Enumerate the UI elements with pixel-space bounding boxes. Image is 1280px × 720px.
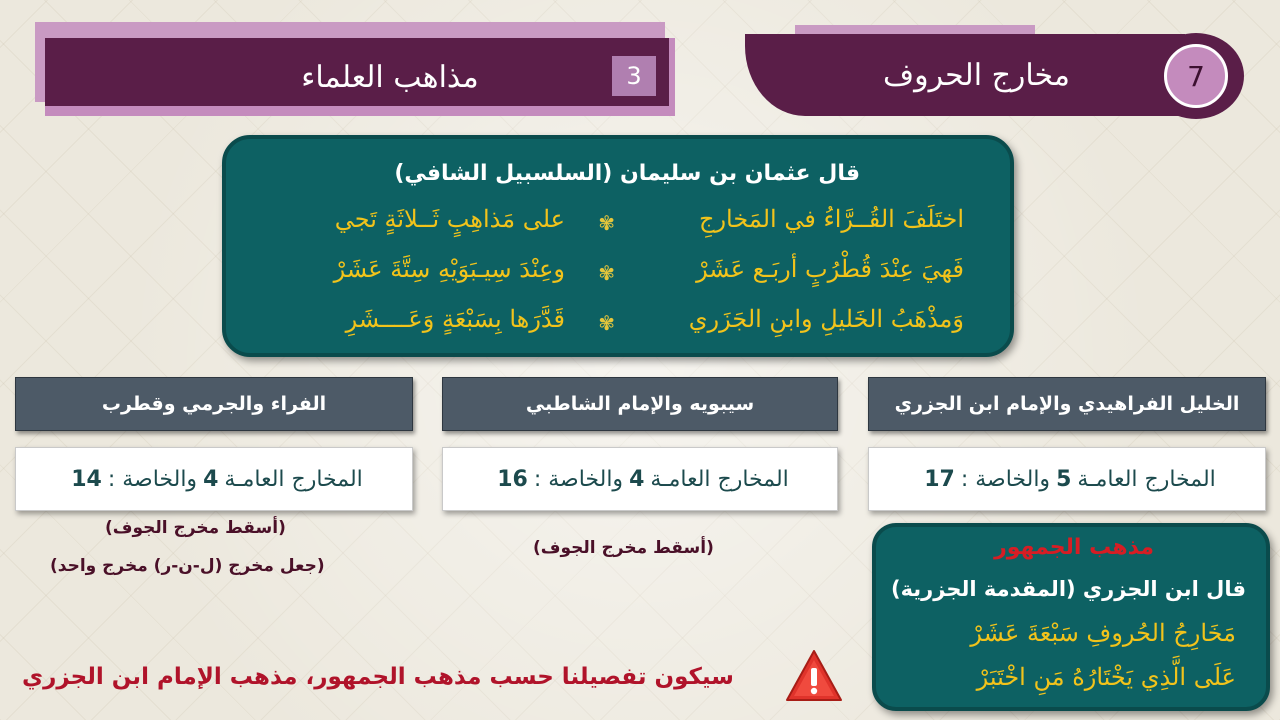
special-count: 14 [71,466,102,492]
note-sibawayh: (أسقط مخرج الجوف) [533,538,714,558]
ornament-icon: ✾ [598,211,615,235]
special-label: والخاصة : [533,466,624,492]
verse-1-right: اختَلَفَ القُــرَّاءُ في المَخارجِ [698,205,964,233]
section-number: 3 [612,56,656,96]
note-farra-1: (أسقط مخرج الجوف) [105,518,286,538]
column-header-khalil: الخليل الفراهيدي والإمام ابن الجزري [868,377,1266,431]
column-header-sibawayh: سيبويه والإمام الشاطبي [442,377,838,431]
lesson-number: 7 [1164,44,1228,108]
verse-1-left: على مَذاهِبٍ ثَــلاثَةٍ تَجي [334,205,565,233]
makharij-count-farra [15,447,413,511]
special-count: 16 [497,466,528,492]
special-label: والخاصة : [107,466,198,492]
special-count: 17 [924,466,955,492]
ornament-icon: ✾ [598,311,615,335]
jumhur-subtitle: قال ابن الجزري (المقدمة الجزرية) [890,577,1246,601]
makharij-label: المخارج العامـة [224,466,363,492]
column-header-farra: الفراء والجرمي وقطرب [15,377,413,431]
makharij-label: المخارج العامـة [650,466,789,492]
special-label: والخاصة : [960,466,1051,492]
footer-text: سيكون تفصيلنا حسب مذهب الجمهور، مذهب الإمام ابن الجزري [22,664,734,690]
poem-panel [222,135,1014,357]
lesson-number-badge [1148,33,1244,119]
verse-3-left: قَدَّرَها بِسَبْعَةٍ وَعَــــشَرِ [345,305,565,333]
verse-2-left: وعِنْدَ سِيـبَوَيْهِ سِتَّةَ عَشَرْ [333,255,565,283]
note-farra-2: (جعل مخرج (ل-ن-ر) مخرج واحد) [50,556,325,576]
jumhur-verse-2: عَلَى الَّذِي يَخْتَارُهُ مَنِ اخْتَبَرْ [976,663,1236,691]
makharij-count-sibawayh [442,447,838,511]
jumhur-verse-1: مَخَارِجُ الحُروفِ سَبْعَةَ عَشَرْ [970,619,1236,647]
lesson-title: مخارج الحروف [883,57,1070,93]
verse-3-right: وَمذْهَبُ الخَليلِ وابنِ الجَزَري [688,305,964,333]
general-count: 5 [1056,466,1072,492]
section-header [45,38,675,116]
makharij-label: المخارج العامـة [1077,466,1216,492]
ornament-icon: ✾ [598,261,615,285]
general-count: 4 [629,466,645,492]
warning-icon [784,648,844,704]
verse-2-right: فَهيَ عِنْدَ قُطْرُبٍ أربَـع عَشَرْ [696,255,964,283]
jumhur-title: مذهب الجمهور [994,535,1154,560]
makharij-count-khalil [868,447,1266,511]
section-title: مذاهب العلماء [301,59,479,95]
lesson-header [745,34,1185,116]
jumhur-panel [872,523,1270,711]
poem-title: قال عثمان بن سليمان (السلسبيل الشافي) [394,161,860,186]
general-count: 4 [203,466,219,492]
